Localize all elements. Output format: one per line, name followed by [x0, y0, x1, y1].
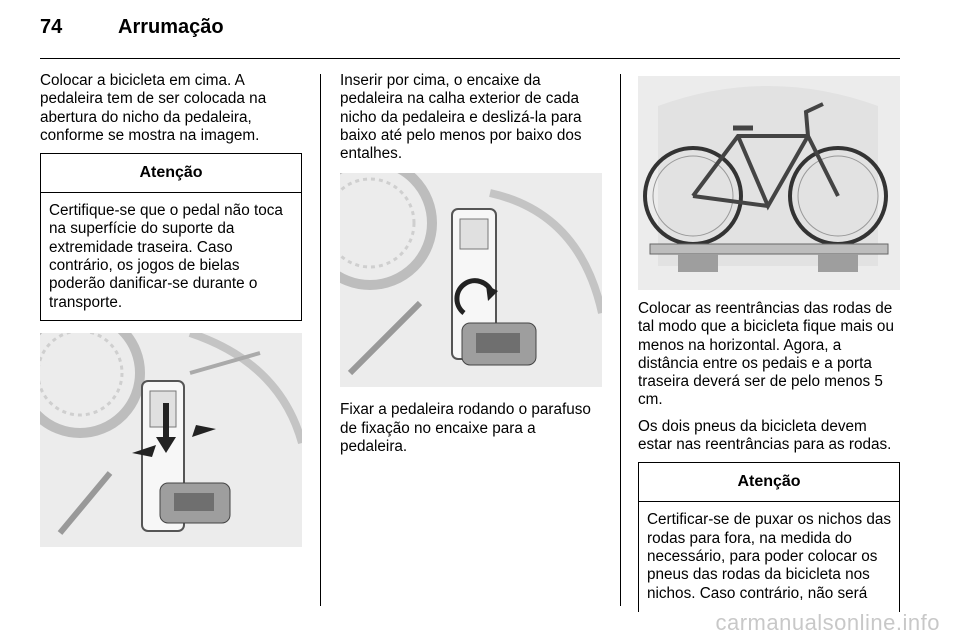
- page-title: Arrumação: [118, 16, 224, 38]
- attention-text: Certificar-se de puxar os nichos das rodas para fora, na medida do necessário, para poder colocar os pneus das rodas da bicicleta nos nichos. Caso contrário, não será: [647, 511, 892, 602]
- page-header: [40, 16, 920, 48]
- attention-box: [40, 153, 302, 321]
- bicycle-on-carrier-illustration: [638, 76, 900, 290]
- column-right: [638, 72, 900, 612]
- column-divider: [320, 74, 321, 606]
- column-divider: [620, 74, 621, 606]
- pedal-clamp-illustration: [340, 173, 602, 387]
- watermark: carmanualsonline.info: [715, 610, 940, 635]
- attention-title: Atenção: [41, 154, 301, 193]
- paragraph: Colocar a bicicleta em cima. A pedaleira tem de ser colocada na abertura do nicho da pedaleira, conforme se mostra na imagem.: [40, 72, 267, 144]
- column-middle: [340, 72, 602, 464]
- attention-title: Atenção: [639, 463, 899, 502]
- page-number: 74: [40, 16, 63, 38]
- paragraph: Inserir por cima, o encaixe da pedaleira na calha exterior de cada nicho da pedaleira e deslizá-la para baixo até pelo menos por baixo dos entalhes.: [340, 72, 582, 163]
- attention-text: Certifique-se que o pedal não toca na superfície do suporte da extremidade traseira. Caso contrário, os jogos de bielas poderão danificar-se durante o transporte.: [49, 202, 283, 311]
- attention-box: [638, 462, 900, 612]
- pedal-mount-illustration: [40, 333, 302, 547]
- column-left: [40, 72, 302, 547]
- header-rule: [40, 58, 900, 59]
- paragraph: Os dois pneus da bicicleta devem estar nas reentrâncias para as rodas.: [638, 417, 892, 454]
- paragraph: Colocar as reentrâncias das rodas de tal modo que a bicicleta fique mais ou menos na horizontal. Agora, a distância entre os pedais e a porta traseira deverá ser de pelo menos 5 cm.: [638, 300, 894, 409]
- paragraph: Fixar a pedaleira rodando o parafuso de fixação no encaixe para a pedaleira.: [340, 401, 591, 456]
